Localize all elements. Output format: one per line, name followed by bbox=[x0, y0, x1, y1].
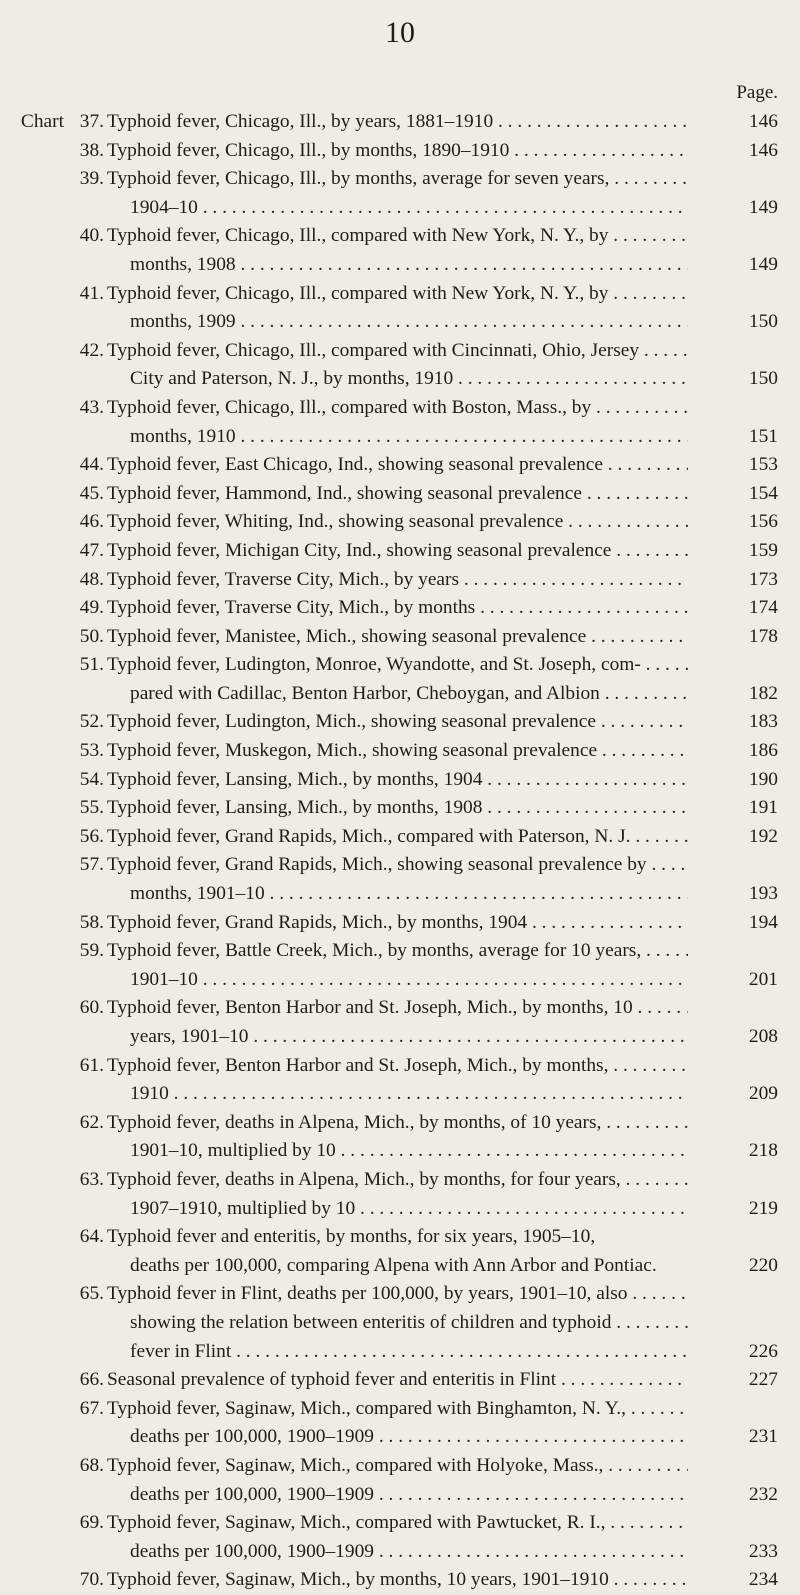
entry-page-number: 220 bbox=[748, 1254, 778, 1276]
entry-number: 49. bbox=[79, 597, 104, 619]
entry-title: Typhoid fever, East Chicago, Ind., showing seasonal prevalence . . . bbox=[107, 451, 688, 480]
entry-page-number: 151 bbox=[748, 425, 778, 447]
entry-title: Typhoid fever, Hammond, Ind., showing seasonal prevalence . . . bbox=[107, 480, 688, 509]
list-item bbox=[0, 337, 800, 394]
entry-page-number: 192 bbox=[748, 825, 778, 847]
entry-title: deaths per 100,000, 1900–1909 . . . bbox=[130, 1423, 688, 1452]
entry-line bbox=[0, 1423, 800, 1452]
list-item bbox=[0, 165, 800, 222]
list-item bbox=[0, 566, 800, 595]
entry-line bbox=[0, 566, 800, 595]
entry-line bbox=[0, 280, 800, 309]
entry-page-number: 226 bbox=[748, 1340, 778, 1362]
list-item bbox=[0, 1395, 800, 1452]
list-item bbox=[0, 794, 800, 823]
entry-page-number: 150 bbox=[748, 368, 778, 390]
entry-line bbox=[0, 737, 800, 766]
entry-title: Typhoid fever, Ludington, Mich., showing seasonal prevalence . . . bbox=[107, 708, 688, 737]
entry-title: Typhoid fever, Saginaw, Mich., compared with Pawtucket, R. I., . . . bbox=[107, 1509, 688, 1538]
entry-line bbox=[0, 1481, 800, 1510]
entry-title: Typhoid fever, Benton Harbor and St. Joseph, Mich., by months, 10 . . . bbox=[107, 994, 688, 1023]
entry-line bbox=[0, 451, 800, 480]
list-item bbox=[0, 451, 800, 480]
list-item bbox=[0, 623, 800, 652]
entry-number: 47. bbox=[79, 539, 104, 561]
entry-title: 1901–10 . . . bbox=[130, 966, 688, 995]
entry-line bbox=[0, 851, 800, 880]
entry-page-number: 227 bbox=[748, 1369, 778, 1391]
entry-line bbox=[0, 1023, 800, 1052]
entry-line bbox=[0, 308, 800, 337]
entry-line bbox=[0, 1509, 800, 1538]
entry-title: Typhoid fever, deaths in Alpena, Mich., by months, of 10 years, . . . bbox=[107, 1109, 688, 1138]
page-number: 10 bbox=[385, 16, 415, 49]
entry-number: 39. bbox=[79, 168, 104, 190]
entry-number: 68. bbox=[79, 1454, 104, 1476]
list-item bbox=[0, 137, 800, 166]
list-item bbox=[0, 537, 800, 566]
entry-title: 1907–1910, multiplied by 10 . . . bbox=[130, 1195, 688, 1224]
entry-title: Typhoid fever, Lansing, Mich., by months, 1904 . . . bbox=[107, 766, 688, 795]
entry-line bbox=[0, 165, 800, 194]
list-item bbox=[0, 1509, 800, 1566]
entry-page-number: 149 bbox=[748, 196, 778, 218]
entry-line bbox=[0, 594, 800, 623]
entry-page-number: 146 bbox=[748, 111, 778, 132]
entry-number: 70. bbox=[79, 1569, 104, 1591]
entry-title: Typhoid fever, Saginaw, Mich., compared with Holyoke, Mass., . . . bbox=[107, 1452, 688, 1481]
entry-title: 1904–10 . . . bbox=[130, 194, 688, 223]
list-item bbox=[0, 108, 800, 137]
entry-page-number: 218 bbox=[748, 1140, 778, 1162]
entry-title: months, 1910 . . . bbox=[130, 423, 688, 452]
entry-page-number: 232 bbox=[748, 1483, 778, 1505]
entry-page-number: 186 bbox=[748, 740, 778, 762]
entry-number: 65. bbox=[79, 1283, 104, 1305]
entry-title: Typhoid fever, Saginaw, Mich., by months, 10 years, 1901–1910 . . . bbox=[107, 1566, 688, 1595]
entry-title: Typhoid fever, Chicago, Ill., compared with New York, N. Y., by . . . bbox=[107, 280, 688, 309]
entry-number: 41. bbox=[79, 282, 104, 304]
entry-line bbox=[0, 423, 800, 452]
list-item bbox=[0, 737, 800, 766]
entry-number: 46. bbox=[79, 511, 104, 533]
entry-line bbox=[0, 1223, 800, 1252]
entry-page-number: 154 bbox=[748, 482, 778, 504]
entry-page-number: 209 bbox=[748, 1083, 778, 1105]
entry-line bbox=[0, 651, 800, 680]
entry-title: Typhoid fever, Ludington, Monroe, Wyandotte, and St. Joseph, com- . . . bbox=[107, 651, 688, 680]
entry-line bbox=[0, 1109, 800, 1138]
entry-page-number: 178 bbox=[748, 625, 778, 647]
entry-number: 66. bbox=[79, 1369, 104, 1391]
entry-page-number: 193 bbox=[748, 883, 778, 905]
entry-line bbox=[0, 222, 800, 251]
entry-line bbox=[0, 1338, 800, 1367]
entry-title: Typhoid fever, Traverse City, Mich., by years . . . bbox=[107, 566, 688, 595]
entry-line bbox=[0, 1137, 800, 1166]
entry-line bbox=[0, 1280, 800, 1309]
entry-number: 67. bbox=[79, 1397, 104, 1419]
list-item bbox=[0, 508, 800, 537]
entry-line bbox=[0, 794, 800, 823]
entry-page-number: 208 bbox=[748, 1026, 778, 1047]
entry-title: Typhoid fever in Flint, deaths per 100,000, by years, 1901–10, also . . . bbox=[107, 1280, 688, 1309]
entry-title: 1910 . . . bbox=[130, 1080, 688, 1109]
entry-title: 1901–10, multiplied by 10 . . . bbox=[130, 1137, 688, 1166]
entry-number: 37. bbox=[79, 111, 104, 132]
entry-number: 53. bbox=[79, 740, 104, 762]
list-item bbox=[0, 651, 800, 708]
list-item bbox=[0, 851, 800, 908]
entry-number: 40. bbox=[79, 225, 104, 247]
entry-title: months, 1901–10 . . . bbox=[130, 880, 688, 909]
entry-line bbox=[0, 365, 800, 394]
list-item bbox=[0, 1566, 800, 1595]
entry-title: Typhoid fever, deaths in Alpena, Mich., by months, for four years, . . . bbox=[107, 1166, 688, 1195]
list-item bbox=[0, 1452, 800, 1509]
entry-number: 48. bbox=[79, 568, 104, 590]
entry-title: Typhoid fever, Chicago, Ill., by months, 1890–1910 . . . bbox=[107, 137, 688, 166]
entry-title: fever in Flint . . . bbox=[130, 1338, 688, 1367]
entry-title: months, 1908 . . . bbox=[130, 251, 688, 280]
entry-page-number: 190 bbox=[748, 768, 778, 790]
list-item bbox=[0, 823, 800, 852]
entry-line bbox=[0, 766, 800, 795]
entry-line bbox=[0, 1166, 800, 1195]
entry-page-number: 174 bbox=[748, 597, 778, 619]
entry-title: showing the relation between enteritis of children and typhoid . . . bbox=[130, 1309, 688, 1338]
list-item bbox=[0, 1052, 800, 1109]
entry-number: 43. bbox=[79, 396, 104, 418]
entry-line bbox=[0, 1538, 800, 1567]
entry-page-number: 149 bbox=[748, 253, 778, 275]
entry-page-number: 194 bbox=[748, 911, 778, 933]
entry-line bbox=[0, 1309, 800, 1338]
entry-number: 58. bbox=[79, 911, 104, 933]
entry-title: City and Paterson, N. J., by months, 1910 . . . bbox=[130, 365, 688, 394]
entry-title: Typhoid fever, Saginaw, Mich., compared with Binghamton, N. Y., . . . bbox=[107, 1395, 688, 1424]
entry-page-number: 159 bbox=[748, 539, 778, 561]
entry-number: 45. bbox=[79, 482, 104, 504]
entry-line bbox=[0, 194, 800, 223]
list-item bbox=[0, 766, 800, 795]
page-column-heading: Page. bbox=[736, 82, 778, 103]
entry-page-number: 233 bbox=[748, 1540, 778, 1562]
entry-line bbox=[0, 623, 800, 652]
list-item bbox=[0, 937, 800, 994]
entry-line bbox=[0, 1395, 800, 1424]
entry-page-number: 201 bbox=[748, 968, 778, 990]
entry-line bbox=[0, 680, 800, 709]
entry-title: Typhoid fever, Chicago, Ill., compared with Cincinnati, Ohio, Jersey . . . bbox=[107, 337, 688, 366]
entry-title: pared with Cadillac, Benton Harbor, Cheboygan, and Albion . . . bbox=[130, 680, 688, 709]
entry-page-number: 153 bbox=[748, 454, 778, 476]
list-of-charts bbox=[0, 108, 800, 1595]
entry-title: Typhoid fever, Chicago, Ill., by years, 1881–1910 . . . bbox=[107, 108, 688, 137]
entry-title: Typhoid fever, Lansing, Mich., by months, 1908 . . . bbox=[107, 794, 688, 823]
entry-title: deaths per 100,000, 1900–1909 . . . bbox=[130, 1538, 688, 1567]
entry-number: 69. bbox=[79, 1512, 104, 1534]
entry-line bbox=[0, 394, 800, 423]
list-item bbox=[0, 594, 800, 623]
entry-page-number: 234 bbox=[748, 1569, 778, 1591]
entry-line bbox=[0, 1452, 800, 1481]
list-item bbox=[0, 1223, 800, 1280]
entry-number: 54. bbox=[79, 768, 104, 790]
entry-line bbox=[0, 994, 800, 1023]
entry-page-number: 150 bbox=[748, 311, 778, 333]
entry-title: Typhoid fever, Chicago, Ill., compared with Boston, Mass., by . . . bbox=[107, 394, 688, 423]
entry-line bbox=[0, 1566, 800, 1595]
entry-line bbox=[0, 1366, 800, 1395]
entry-page-number: 219 bbox=[748, 1197, 778, 1219]
entry-title: Typhoid fever and enteritis, by months, for six years, 1905–10, bbox=[107, 1226, 596, 1248]
entry-title: Typhoid fever, Chicago, Ill., by months, average for seven years, . . . bbox=[107, 165, 688, 194]
entry-number: 62. bbox=[79, 1111, 104, 1133]
entry-line bbox=[0, 108, 800, 137]
entry-page-number: 156 bbox=[748, 511, 778, 533]
entry-number: 64. bbox=[79, 1226, 104, 1248]
entry-number: 44. bbox=[79, 454, 104, 476]
list-item bbox=[0, 394, 800, 451]
list-item bbox=[0, 1109, 800, 1166]
list-item bbox=[0, 1280, 800, 1366]
entry-line bbox=[0, 966, 800, 995]
entry-line bbox=[0, 480, 800, 509]
entry-page-number: 231 bbox=[748, 1426, 778, 1448]
entry-line bbox=[0, 537, 800, 566]
entry-page-number: 182 bbox=[748, 682, 778, 704]
entry-title: Typhoid fever, Michigan City, Ind., showing seasonal prevalence . . . bbox=[107, 537, 688, 566]
entry-title: Typhoid fever, Grand Rapids, Mich., showing seasonal prevalence by . . . bbox=[107, 851, 688, 880]
entry-line bbox=[0, 1252, 800, 1281]
entry-line bbox=[0, 137, 800, 166]
entry-title: Typhoid fever, Grand Rapids, Mich., compared with Paterson, N. J. . . . bbox=[107, 823, 688, 852]
entry-page-number: 146 bbox=[748, 139, 778, 161]
entry-title: years, 1901–10 . . . bbox=[130, 1023, 688, 1052]
entry-line bbox=[0, 909, 800, 938]
entry-title: deaths per 100,000, comparing Alpena with Ann Arbor and Pontiac. bbox=[130, 1254, 657, 1276]
entry-number: 63. bbox=[79, 1168, 104, 1190]
list-item bbox=[0, 1166, 800, 1223]
entry-page-number: 191 bbox=[748, 797, 778, 819]
list-item bbox=[0, 1366, 800, 1395]
entry-number: 61. bbox=[79, 1054, 104, 1076]
list-item bbox=[0, 909, 800, 938]
entry-title: months, 1909 . . . bbox=[130, 308, 688, 337]
list-item bbox=[0, 994, 800, 1051]
list-item bbox=[0, 708, 800, 737]
chart-label: Chart bbox=[20, 111, 64, 132]
entry-number: 55. bbox=[79, 797, 104, 819]
list-item bbox=[0, 280, 800, 337]
entry-line bbox=[0, 1052, 800, 1081]
entry-number: 56. bbox=[79, 825, 104, 847]
entry-line bbox=[0, 823, 800, 852]
entry-line bbox=[0, 1195, 800, 1224]
entry-number: 57. bbox=[79, 854, 104, 876]
entry-line bbox=[0, 337, 800, 366]
entry-title: Typhoid fever, Muskegon, Mich., showing seasonal prevalence . . . bbox=[107, 737, 688, 766]
entry-number: 50. bbox=[79, 625, 104, 647]
entry-number: 59. bbox=[79, 940, 104, 962]
entry-title: deaths per 100,000, 1900–1909 . . . bbox=[130, 1481, 688, 1510]
entry-number: 60. bbox=[79, 997, 104, 1019]
list-item bbox=[0, 480, 800, 509]
entry-title: Typhoid fever, Chicago, Ill., compared with New York, N. Y., by . . . bbox=[107, 222, 688, 251]
entry-line bbox=[0, 937, 800, 966]
entry-line bbox=[0, 1080, 800, 1109]
entry-line bbox=[0, 251, 800, 280]
entry-line bbox=[0, 708, 800, 737]
entry-title: Typhoid fever, Grand Rapids, Mich., by months, 1904 . . . bbox=[107, 909, 688, 938]
entry-title: Typhoid fever, Manistee, Mich., showing seasonal prevalence . . . bbox=[107, 623, 688, 652]
entry-title: Typhoid fever, Whiting, Ind., showing seasonal prevalence . . . bbox=[107, 508, 688, 537]
entry-number: 51. bbox=[79, 654, 104, 676]
entry-line bbox=[0, 508, 800, 537]
entry-number: 42. bbox=[79, 339, 104, 361]
entry-title: Typhoid fever, Traverse City, Mich., by months . . . bbox=[107, 594, 688, 623]
entry-title: Typhoid fever, Benton Harbor and St. Joseph, Mich., by months, . . . bbox=[107, 1052, 688, 1081]
entry-number: 52. bbox=[79, 711, 104, 733]
entry-title: Seasonal prevalence of typhoid fever and enteritis in Flint . . . bbox=[107, 1366, 688, 1395]
entry-page-number: 183 bbox=[748, 711, 778, 733]
list-item bbox=[0, 222, 800, 279]
entry-line bbox=[0, 880, 800, 909]
entry-number: 38. bbox=[79, 139, 104, 161]
entry-page-number: 173 bbox=[748, 568, 778, 590]
entry-title: Typhoid fever, Battle Creek, Mich., by months, average for 10 years, . . . bbox=[107, 937, 688, 966]
